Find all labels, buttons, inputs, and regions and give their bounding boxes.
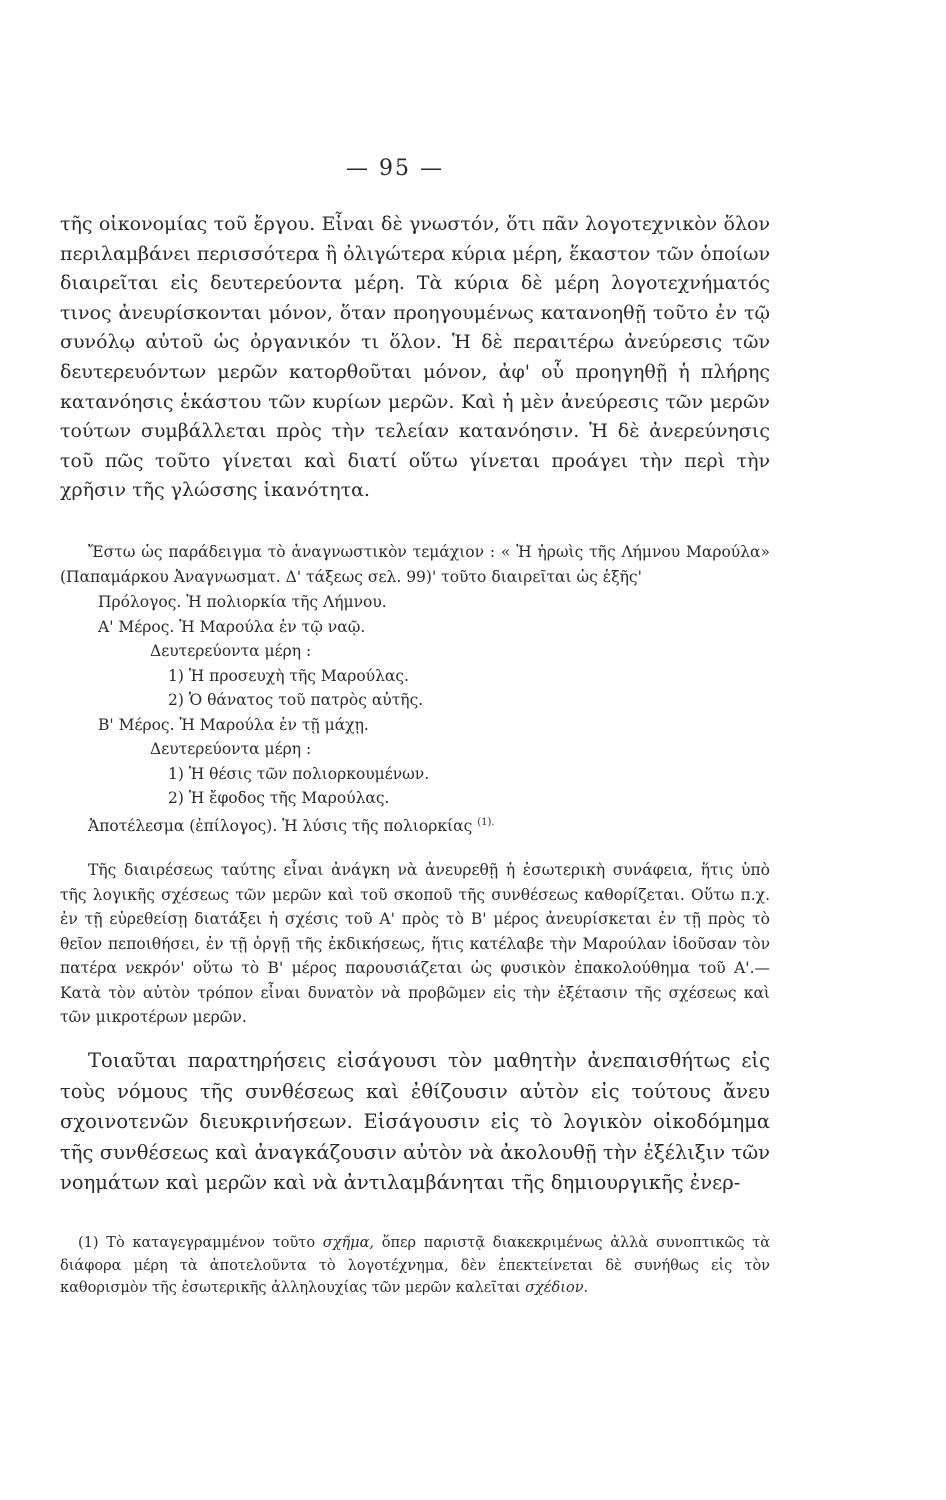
footnote-italic-end: σχέδιον. <box>525 1280 589 1296</box>
outline-secondary-b: Δευτερεύοντα μέρη : <box>150 740 312 758</box>
outline-outcome <box>60 811 770 839</box>
outline-b2: 2) Ἡ ἔφοδος τῆς Μαρούλας. <box>168 789 390 807</box>
outline-part-b: Β' Μέρος. Ἡ Μαρούλα ἐν τῇ μάχῃ. <box>98 715 369 734</box>
outline-a2: 2) Ὁ θάνατος τοῦ πατρὸς αὐτῆς. <box>168 691 424 709</box>
outline-list <box>60 590 770 838</box>
footnote-mark: (1) <box>78 1235 99 1251</box>
page-number: — 95 — <box>346 156 444 181</box>
footnote-reference: (1). <box>477 816 495 828</box>
outline-prologue: Πρόλογος. Ἡ πολιορκία τῆς Λήμνου. <box>98 593 387 611</box>
outline-b1: 1) Ἡ θέσις τῶν πολιορκουμένων. <box>168 764 430 783</box>
outline-part-a: Α' Μέρος. Ἡ Μαρούλα ἐν τῷ ναῷ. <box>98 617 366 636</box>
footnote-text-before: Τὸ καταγεγραμμένον τοῦτο <box>106 1235 316 1251</box>
paragraph-2: Τῆς διαιρέσεως ταύτης εἶναι ἀνάγκη νὰ ἀνευρεθῇ ἡ ἐσωτερικὴ συνάφεια, ἥτις ὑπὸ τῆς λογικῆς σχέσεως τῶν μερῶν καὶ τοῦ σκοποῦ τῆς συνθέσεως καθορίζεται. Οὕτω π.χ. ἐν τῇ εὑρεθείσῃ διατάξει ἡ σχέσις τοῦ Α' πρὸς τὸ Β' μέρος ἀνευρίσκεται ἐν τῇ πρὸς τὸ θεῖον πεποιθήσει, ἐν τῇ ὀργῇ τῆς ἐκδικήσεως, ἥτις κατέλαβε τὴν Μαρούλαν ἰδοῦσαν τὸν πατέρα νεκρόν' οὕτω τὸ Β' μέρος παρουσιάζεται ὡς φυσικὸν ἐπακολούθημα τοῦ Α'.—Κατὰ τὸν αὐτὸν τρόπον εἶναι δυνατὸν νὰ προβῶμεν εἰς τὴν ἐξέτασιν τῆς σχέσεως καὶ τῶν μικροτέρων μερῶν. <box>60 861 770 1026</box>
outline-secondary-a: Δευτερεύοντα μέρη : <box>150 642 312 660</box>
paragraph-3: Τοιαῦται παρατηρήσεις εἰσάγουσι τὸν μαθητὴν ἀνεπαισθήτως εἰς τοὺς νόμους τῆς συνθέσεως καὶ ἐθίζουσιν αὐτὸν εἰς τούτους ἄνευ σχοινοτενῶν διευκρινήσεων. Εἰσάγουσιν εἰς τὸ λογικὸν οἰκοδόμημα τῆς συνθέσεως καὶ ἀναγκάζουσιν αὐτὸν νὰ ἀκολουθῇ τὴν ἐξέλιξιν τῶν νοημάτων καὶ μερῶν καὶ νὰ ἀντιλαμβάνηται τῆς δημιουργικῆς ἐνερ- <box>60 1049 770 1194</box>
footnote <box>60 1232 770 1300</box>
footnote-italic-word: σχῆμα, <box>322 1235 374 1251</box>
example-intro: Ἔστω ὡς παράδειγμα τὸ ἀναγνωστικὸν τεμάχιον : « Ἡ ἡρωὶς τῆς Λήμνου Μαρούλα» (Παπαμάρκου Ἀναγνωσματ. Δ' τάξεως σελ. 99)' τοῦτο διαιρεῖται ὡς ἑξῆς' <box>60 543 770 586</box>
outline-a1: 1) Ἡ προσευχὴ τῆς Μαρούλας. <box>168 666 409 685</box>
outline-outcome-text: Ἀποτέλεσμα (ἐπίλογος). Ἡ λύσις τῆς πολιορκίας <box>88 816 473 835</box>
paragraph-1: τῆς οἰκονομίας τοῦ ἔργου. Εἶναι δὲ γνωστόν, ὅτι πᾶν λογοτεχνικὸν ὅλον περιλαμβάνει περισσότερα ἢ ὀλιγώτερα κύρια μέρη, ἕκαστον τῶν ὁποίων διαιρεῖται εἰς δευτερεύοντα μέρη. Τὰ κύρια δὲ μέρη λογοτεχνήματός τινος ἀνευρίσκονται μόνον, ὅταν προηγουμένως κατανοηθῇ τοῦτο ἐν τῷ συνόλῳ αὐτοῦ ὡς ὀργανικόν τι ὅλον. Ἡ δὲ περαιτέρω ἀνεύρεσις τῶν δευτερευόντων μερῶν κατορθοῦται μόνον, ἀφ' οὗ προηγηθῇ ἡ πλήρης κατανόησις ἑκάστου τῶν κυρίων μερῶν. Καὶ ἡ μὲν ἀνεύρεσις τῶν μερῶν τούτων συμβάλλεται πρὸς τὴν τελείαν κατανόησιν. Ἡ δὲ ἀνερεύνησις τοῦ πῶς τοῦτο γίνεται καὶ διατί οὕτω γίνεται προάγει τὴν περὶ τὴν χρῆσιν τῆς γλώσσης ἱκανότητα. <box>60 213 770 502</box>
footnote-text-middle: ὅπερ παριστᾷ διακεκριμένως ἀλλὰ συνοπτικῶς τὰ διάφορα μέρη τὰ ἀποτελοῦντα τὸ λογοτέχνημα, δὲν ἐπεκτείνεται δὲ συνήθως εἰς τὸν καθορισμὸν τῆς ἐσωτερικῆς ἀλληλουχίας τῶν μερῶν καλεῖται <box>60 1235 771 1296</box>
